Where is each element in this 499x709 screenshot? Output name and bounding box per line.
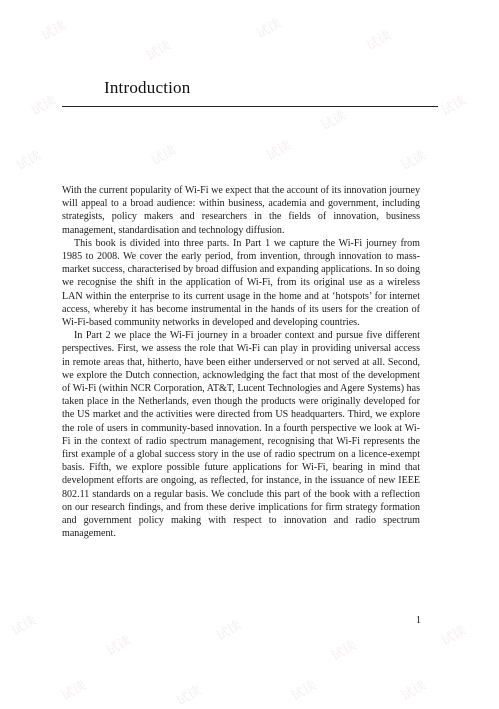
body-text bbox=[62, 184, 420, 540]
watermark: 试读 bbox=[398, 678, 430, 705]
title-rule bbox=[62, 106, 438, 107]
watermark: 试读 bbox=[328, 638, 360, 665]
watermark: 试读 bbox=[8, 613, 40, 640]
chapter-title: Introduction bbox=[104, 78, 191, 97]
watermark: 试读 bbox=[103, 633, 135, 660]
paragraph: This book is divided into three parts. In Part 1 we capture the Wi-Fi journey from 1985 to 2008. We cover the early period, from invention, through innovation to mass-market success, characterised by broad diffusion and expanding applications. In so doing we recognise the shift in the application of Wi-Fi, from its original use as a wireless LAN within the enterprise to its current usage in the home and at ‘hotspots’ for internet access, whereby it has become instrumental in the hands of its users for the creation of Wi-Fi-based community networks in developed and developing countries. bbox=[62, 237, 420, 329]
watermark: 试读 bbox=[13, 148, 45, 175]
watermark: 试读 bbox=[253, 16, 285, 43]
watermark: 试读 bbox=[173, 683, 205, 709]
watermark: 试读 bbox=[438, 623, 470, 650]
watermark: 试读 bbox=[288, 678, 320, 705]
watermark: 试读 bbox=[398, 148, 430, 175]
watermark: 试读 bbox=[438, 93, 470, 120]
watermark: 试读 bbox=[58, 678, 90, 705]
watermark: 试读 bbox=[213, 618, 245, 645]
watermark: 试读 bbox=[38, 18, 70, 45]
watermark: 试读 bbox=[148, 143, 180, 170]
watermark: 试读 bbox=[28, 93, 60, 120]
watermark: 试读 bbox=[363, 28, 395, 55]
paragraph: With the current popularity of Wi-Fi we expect that the account of its innovation journey will appeal to a broad audience: within business, academia and government, including strategists, policy makers and researchers in the fields of innovation, business management, standardisation and technology diffusion. bbox=[62, 185, 420, 236]
watermark: 试读 bbox=[263, 138, 295, 165]
watermark: 试读 bbox=[143, 38, 175, 65]
paragraph: In Part 2 we place the Wi-Fi journey in a broader context and pursue five different perspectives. First, we assess the role that Wi-Fi can play in providing universal access in remote areas that, hitherto, have been either underserved or not served at all. Second, we explore the Dutch connection, acknowledging the fact that most of the development of Wi-Fi (within NCR Corporation, AT&T, Lucent Technologies and Agere Systems) has taken place in the Netherlands, even though the products were originally developed for the US market and the activities were directed from US headquarters. Third, we explore the role of users in community-based innovation. In a fourth perspective we look at Wi-Fi in the context of radio spectrum management, recognising that Wi-Fi represents the first example of a global success story in the use of radio spectrum on a licence-exempt basis. Fifth, we explore possible future applications for Wi-Fi, bearing in mind that development efforts are ongoing, as reflected, for instance, in the issuance of new IEEE 802.11 standards on a regular basis. We conclude this part of the book with a reflection on our research findings, and from these derive implications for firm strategy formation and government policy making with respect to innovation and radio spectrum management. bbox=[62, 330, 420, 540]
page-number: 1 bbox=[416, 615, 421, 626]
watermark: 试读 bbox=[318, 108, 350, 135]
